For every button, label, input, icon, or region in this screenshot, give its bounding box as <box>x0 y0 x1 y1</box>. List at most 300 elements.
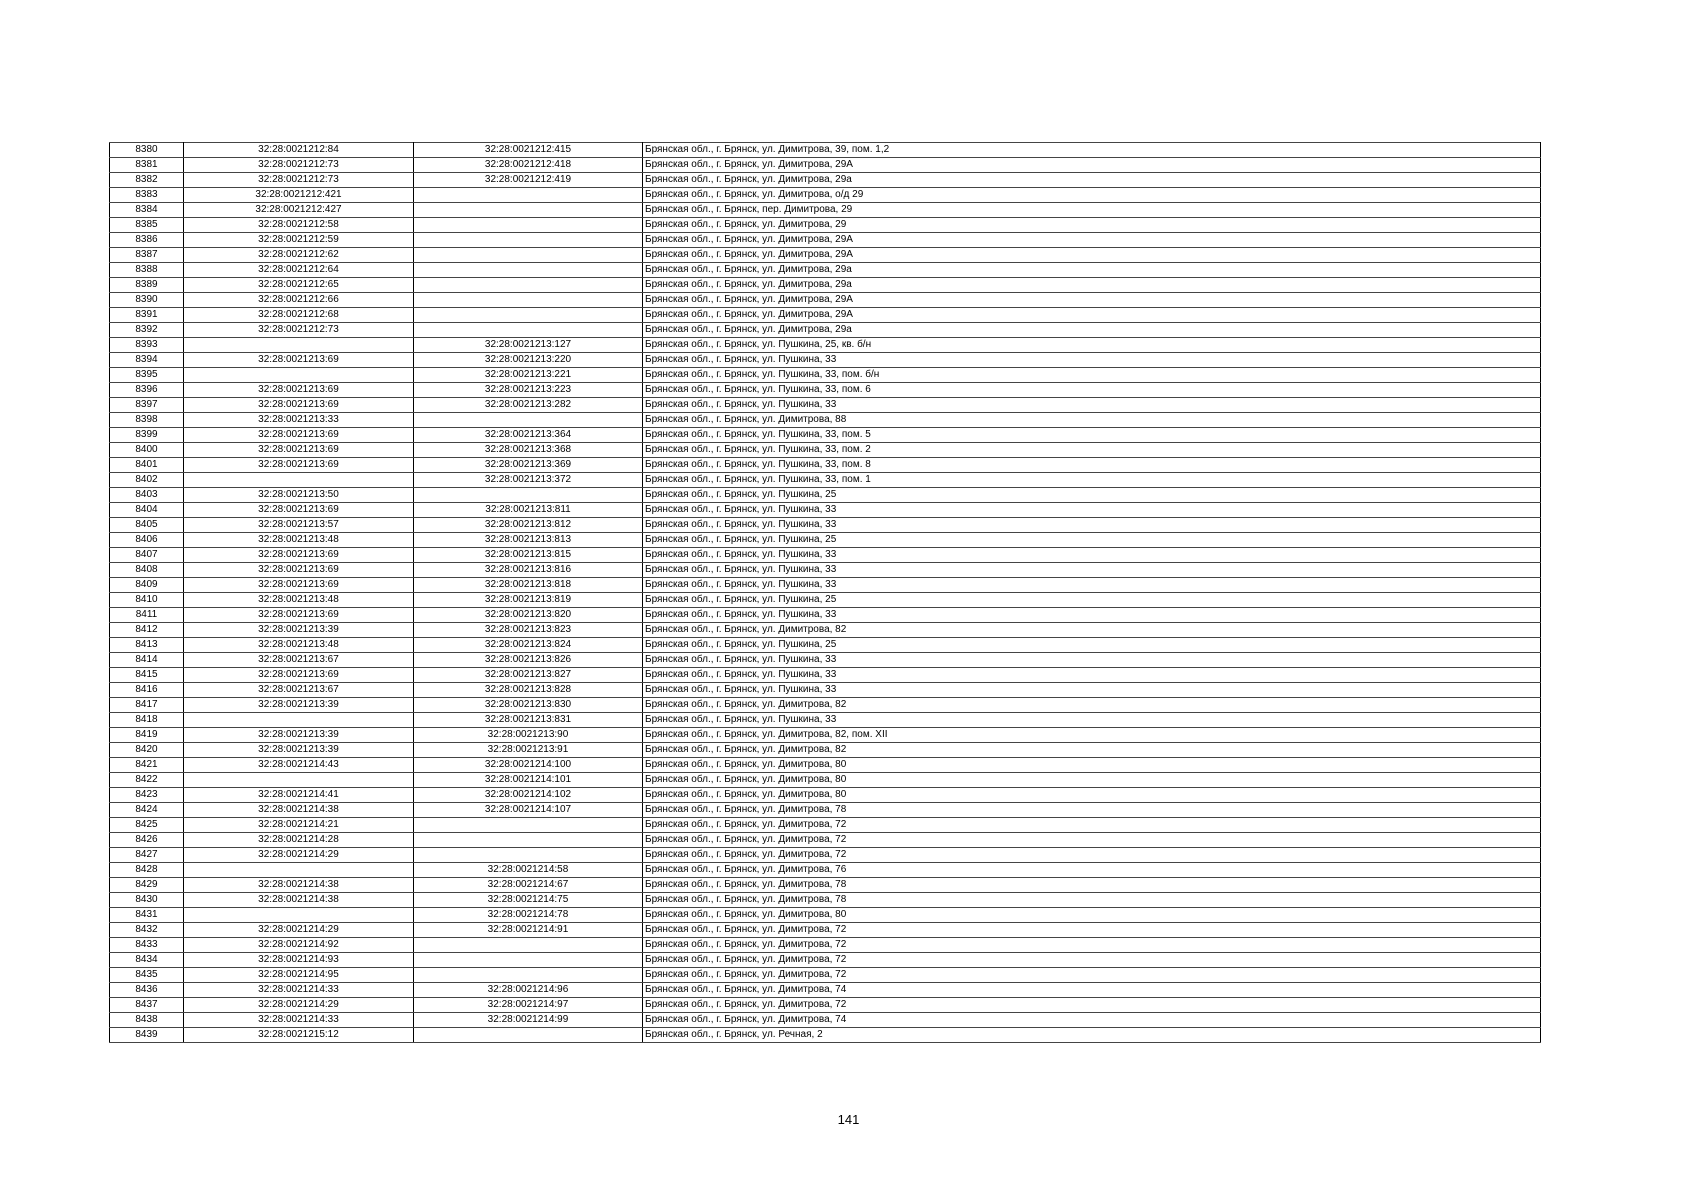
table-row <box>110 578 1541 593</box>
object-cadastral-cell: 32:28:0021213:811 <box>414 503 643 518</box>
row-number-cell: 8417 <box>110 698 184 713</box>
table-row <box>110 173 1541 188</box>
table-row <box>110 143 1541 158</box>
row-number-cell: 8396 <box>110 383 184 398</box>
row-number-cell: 8401 <box>110 458 184 473</box>
table-row <box>110 338 1541 353</box>
object-cadastral-cell: 32:28:0021213:816 <box>414 563 643 578</box>
row-number-cell: 8405 <box>110 518 184 533</box>
row-number-cell: 8438 <box>110 1013 184 1028</box>
object-cadastral-cell: 32:28:0021214:107 <box>414 803 643 818</box>
address-cell: Брянская обл., г. Брянск, ул. Димитрова, 72 <box>643 923 1541 938</box>
row-number-cell: 8424 <box>110 803 184 818</box>
object-cadastral-cell: 32:28:0021213:282 <box>414 398 643 413</box>
row-number-cell: 8391 <box>110 308 184 323</box>
table-row <box>110 278 1541 293</box>
row-number-cell: 8437 <box>110 998 184 1013</box>
table-row <box>110 983 1541 998</box>
address-cell: Брянская обл., г. Брянск, ул. Пушкина, 25, кв. б/н <box>643 338 1541 353</box>
object-cadastral-cell <box>414 818 643 833</box>
address-cell: Брянская обл., г. Брянск, ул. Пушкина, 33, пом. 5 <box>643 428 1541 443</box>
table-row <box>110 773 1541 788</box>
land-plot-cadastral-cell: 32:28:0021214:28 <box>184 833 414 848</box>
address-cell: Брянская обл., г. Брянск, ул. Димитрова, 29а <box>643 173 1541 188</box>
address-cell: Брянская обл., г. Брянск, ул. Пушкина, 33 <box>643 683 1541 698</box>
land-plot-cadastral-cell: 32:28:0021213:69 <box>184 578 414 593</box>
table-row <box>110 293 1541 308</box>
address-cell: Брянская обл., г. Брянск, ул. Пушкина, 33, пом. 6 <box>643 383 1541 398</box>
land-plot-cadastral-cell: 32:28:0021214:33 <box>184 983 414 998</box>
land-plot-cadastral-cell: 32:28:0021212:66 <box>184 293 414 308</box>
table-row <box>110 698 1541 713</box>
object-cadastral-cell: 32:28:0021213:826 <box>414 653 643 668</box>
table-row <box>110 968 1541 983</box>
table-row <box>110 788 1541 803</box>
row-number-cell: 8407 <box>110 548 184 563</box>
object-cadastral-cell <box>414 488 643 503</box>
address-cell: Брянская обл., г. Брянск, ул. Димитрова, 39, пом. 1,2 <box>643 143 1541 158</box>
land-plot-cadastral-cell: 32:28:0021212:73 <box>184 173 414 188</box>
land-plot-cadastral-cell: 32:28:0021213:69 <box>184 353 414 368</box>
address-cell: Брянская обл., г. Брянск, ул. Пушкина, 25 <box>643 638 1541 653</box>
land-plot-cadastral-cell: 32:28:0021212:421 <box>184 188 414 203</box>
object-cadastral-cell <box>414 263 643 278</box>
object-cadastral-cell <box>414 833 643 848</box>
table-row <box>110 998 1541 1013</box>
address-cell: Брянская обл., г. Брянск, ул. Пушкина, 25 <box>643 593 1541 608</box>
object-cadastral-cell: 32:28:0021214:102 <box>414 788 643 803</box>
table-row <box>110 353 1541 368</box>
object-cadastral-cell: 32:28:0021213:820 <box>414 608 643 623</box>
address-cell: Брянская обл., г. Брянск, ул. Пушкина, 33 <box>643 563 1541 578</box>
table-row <box>110 608 1541 623</box>
table-row <box>110 743 1541 758</box>
land-plot-cadastral-cell <box>184 773 414 788</box>
row-number-cell: 8402 <box>110 473 184 488</box>
land-plot-cadastral-cell: 32:28:0021213:33 <box>184 413 414 428</box>
land-plot-cadastral-cell <box>184 908 414 923</box>
object-cadastral-cell <box>414 848 643 863</box>
object-cadastral-cell: 32:28:0021213:830 <box>414 698 643 713</box>
address-cell: Брянская обл., г. Брянск, ул. Димитрова, 72 <box>643 833 1541 848</box>
object-cadastral-cell <box>414 233 643 248</box>
land-plot-cadastral-cell: 32:28:0021213:39 <box>184 698 414 713</box>
object-cadastral-cell: 32:28:0021213:127 <box>414 338 643 353</box>
table-row <box>110 803 1541 818</box>
object-cadastral-cell: 32:28:0021213:369 <box>414 458 643 473</box>
address-cell: Брянская обл., г. Брянск, ул. Пушкина, 25 <box>643 533 1541 548</box>
address-cell: Брянская обл., г. Брянск, ул. Димитрова, 29а <box>643 263 1541 278</box>
row-number-cell: 8427 <box>110 848 184 863</box>
land-plot-cadastral-cell: 32:28:0021213:69 <box>184 608 414 623</box>
row-number-cell: 8399 <box>110 428 184 443</box>
address-cell: Брянская обл., г. Брянск, пер. Димитрова, 29 <box>643 203 1541 218</box>
table-row <box>110 638 1541 653</box>
object-cadastral-cell: 32:28:0021212:419 <box>414 173 643 188</box>
land-plot-cadastral-cell: 32:28:0021212:62 <box>184 248 414 263</box>
address-cell: Брянская обл., г. Брянск, ул. Пушкина, 33, пом. 1 <box>643 473 1541 488</box>
address-cell: Брянская обл., г. Брянск, ул. Димитрова, 72 <box>643 968 1541 983</box>
address-cell: Брянская обл., г. Брянск, ул. Пушкина, 33, пом. б/н <box>643 368 1541 383</box>
table-row <box>110 653 1541 668</box>
row-number-cell: 8429 <box>110 878 184 893</box>
land-plot-cadastral-cell <box>184 473 414 488</box>
row-number-cell: 8433 <box>110 938 184 953</box>
land-plot-cadastral-cell: 32:28:0021213:69 <box>184 563 414 578</box>
land-plot-cadastral-cell: 32:28:0021214:38 <box>184 893 414 908</box>
table-row <box>110 488 1541 503</box>
land-plot-cadastral-cell: 32:28:0021212:64 <box>184 263 414 278</box>
row-number-cell: 8381 <box>110 158 184 173</box>
table-row <box>110 593 1541 608</box>
land-plot-cadastral-cell: 32:28:0021212:427 <box>184 203 414 218</box>
row-number-cell: 8422 <box>110 773 184 788</box>
table-row <box>110 548 1541 563</box>
address-cell: Брянская обл., г. Брянск, ул. Пушкина, 33 <box>643 503 1541 518</box>
object-cadastral-cell: 32:28:0021214:78 <box>414 908 643 923</box>
object-cadastral-cell <box>414 308 643 323</box>
object-cadastral-cell: 32:28:0021213:818 <box>414 578 643 593</box>
land-plot-cadastral-cell: 32:28:0021213:69 <box>184 383 414 398</box>
table-row <box>110 833 1541 848</box>
land-plot-cadastral-cell: 32:28:0021212:73 <box>184 323 414 338</box>
land-plot-cadastral-cell: 32:28:0021212:59 <box>184 233 414 248</box>
land-plot-cadastral-cell: 32:28:0021212:58 <box>184 218 414 233</box>
table-row <box>110 518 1541 533</box>
object-cadastral-cell: 32:28:0021212:415 <box>414 143 643 158</box>
row-number-cell: 8428 <box>110 863 184 878</box>
row-number-cell: 8436 <box>110 983 184 998</box>
object-cadastral-cell: 32:28:0021214:97 <box>414 998 643 1013</box>
object-cadastral-cell: 32:28:0021213:824 <box>414 638 643 653</box>
address-cell: Брянская обл., г. Брянск, ул. Димитрова, 78 <box>643 893 1541 908</box>
land-plot-cadastral-cell: 32:28:0021214:33 <box>184 1013 414 1028</box>
address-cell: Брянская обл., г. Брянск, ул. Димитрова, 29 <box>643 218 1541 233</box>
row-number-cell: 8435 <box>110 968 184 983</box>
row-number-cell: 8384 <box>110 203 184 218</box>
row-number-cell: 8409 <box>110 578 184 593</box>
address-cell: Брянская обл., г. Брянск, ул. Димитрова, 72 <box>643 953 1541 968</box>
row-number-cell: 8380 <box>110 143 184 158</box>
address-cell: Брянская обл., г. Брянск, ул. Димитрова, 29а <box>643 278 1541 293</box>
object-cadastral-cell: 32:28:0021213:823 <box>414 623 643 638</box>
row-number-cell: 8408 <box>110 563 184 578</box>
object-cadastral-cell: 32:28:0021214:101 <box>414 773 643 788</box>
object-cadastral-cell <box>414 323 643 338</box>
address-cell: Брянская обл., г. Брянск, ул. Пушкина, 33 <box>643 353 1541 368</box>
row-number-cell: 8431 <box>110 908 184 923</box>
address-cell: Брянская обл., г. Брянск, ул. Димитрова, 72 <box>643 998 1541 1013</box>
row-number-cell: 8392 <box>110 323 184 338</box>
row-number-cell: 8421 <box>110 758 184 773</box>
object-cadastral-cell: 32:28:0021213:827 <box>414 668 643 683</box>
row-number-cell: 8418 <box>110 713 184 728</box>
registry-table-body <box>110 143 1541 1043</box>
row-number-cell: 8426 <box>110 833 184 848</box>
address-cell: Брянская обл., г. Брянск, ул. Димитрова, 82, пом. XII <box>643 728 1541 743</box>
row-number-cell: 8388 <box>110 263 184 278</box>
address-cell: Брянская обл., г. Брянск, ул. Димитрова, 78 <box>643 878 1541 893</box>
land-plot-cadastral-cell: 32:28:0021214:29 <box>184 848 414 863</box>
land-plot-cadastral-cell: 32:28:0021215:12 <box>184 1028 414 1043</box>
object-cadastral-cell: 32:28:0021214:99 <box>414 1013 643 1028</box>
row-number-cell: 8398 <box>110 413 184 428</box>
object-cadastral-cell <box>414 968 643 983</box>
land-plot-cadastral-cell: 32:28:0021212:65 <box>184 278 414 293</box>
address-cell: Брянская обл., г. Брянск, ул. Пушкина, 33, пом. 2 <box>643 443 1541 458</box>
row-number-cell: 8403 <box>110 488 184 503</box>
row-number-cell: 8420 <box>110 743 184 758</box>
land-plot-cadastral-cell: 32:28:0021213:48 <box>184 593 414 608</box>
table-row <box>110 203 1541 218</box>
row-number-cell: 8385 <box>110 218 184 233</box>
row-number-cell: 8414 <box>110 653 184 668</box>
land-plot-cadastral-cell: 32:28:0021213:48 <box>184 638 414 653</box>
row-number-cell: 8432 <box>110 923 184 938</box>
address-cell: Брянская обл., г. Брянск, ул. Пушкина, 33 <box>643 713 1541 728</box>
land-plot-cadastral-cell <box>184 368 414 383</box>
table-row <box>110 503 1541 518</box>
table-row <box>110 308 1541 323</box>
table-row <box>110 758 1541 773</box>
land-plot-cadastral-cell: 32:28:0021213:57 <box>184 518 414 533</box>
row-number-cell: 8389 <box>110 278 184 293</box>
row-number-cell: 8390 <box>110 293 184 308</box>
object-cadastral-cell: 32:28:0021212:418 <box>414 158 643 173</box>
object-cadastral-cell: 32:28:0021213:364 <box>414 428 643 443</box>
address-cell: Брянская обл., г. Брянск, ул. Пушкина, 33 <box>643 548 1541 563</box>
table-row <box>110 563 1541 578</box>
address-cell: Брянская обл., г. Брянск, ул. Димитрова, 29А <box>643 248 1541 263</box>
address-cell: Брянская обл., г. Брянск, ул. Димитрова, 29А <box>643 233 1541 248</box>
table-row <box>110 863 1541 878</box>
row-number-cell: 8416 <box>110 683 184 698</box>
address-cell: Брянская обл., г. Брянск, ул. Димитрова, 29А <box>643 308 1541 323</box>
address-cell: Брянская обл., г. Брянск, ул. Димитрова, 29А <box>643 293 1541 308</box>
row-number-cell: 8394 <box>110 353 184 368</box>
object-cadastral-cell: 32:28:0021213:90 <box>414 728 643 743</box>
land-plot-cadastral-cell <box>184 338 414 353</box>
row-number-cell: 8430 <box>110 893 184 908</box>
address-cell: Брянская обл., г. Брянск, ул. Димитрова, 82 <box>643 743 1541 758</box>
address-cell: Брянская обл., г. Брянск, ул. Димитрова, о/д 29 <box>643 188 1541 203</box>
address-cell: Брянская обл., г. Брянск, ул. Речная, 2 <box>643 1028 1541 1043</box>
object-cadastral-cell <box>414 203 643 218</box>
table-row <box>110 533 1541 548</box>
table-row <box>110 1013 1541 1028</box>
land-plot-cadastral-cell: 32:28:0021214:92 <box>184 938 414 953</box>
table-row <box>110 848 1541 863</box>
land-plot-cadastral-cell: 32:28:0021214:38 <box>184 878 414 893</box>
row-number-cell: 8415 <box>110 668 184 683</box>
land-plot-cadastral-cell: 32:28:0021213:67 <box>184 653 414 668</box>
object-cadastral-cell: 32:28:0021213:372 <box>414 473 643 488</box>
table-row <box>110 428 1541 443</box>
page-number: 141 <box>837 1112 860 1127</box>
row-number-cell: 8412 <box>110 623 184 638</box>
object-cadastral-cell <box>414 413 643 428</box>
row-number-cell: 8400 <box>110 443 184 458</box>
land-plot-cadastral-cell: 32:28:0021214:38 <box>184 803 414 818</box>
address-cell: Брянская обл., г. Брянск, ул. Димитрова, 80 <box>643 908 1541 923</box>
land-plot-cadastral-cell: 32:28:0021213:69 <box>184 548 414 563</box>
land-plot-cadastral-cell: 32:28:0021213:69 <box>184 428 414 443</box>
object-cadastral-cell <box>414 248 643 263</box>
address-cell: Брянская обл., г. Брянск, ул. Пушкина, 33 <box>643 653 1541 668</box>
table-row <box>110 1028 1541 1043</box>
table-row <box>110 668 1541 683</box>
address-cell: Брянская обл., г. Брянск, ул. Пушкина, 33 <box>643 398 1541 413</box>
table-row <box>110 473 1541 488</box>
object-cadastral-cell: 32:28:0021214:75 <box>414 893 643 908</box>
land-plot-cadastral-cell: 32:28:0021212:84 <box>184 143 414 158</box>
table-row <box>110 623 1541 638</box>
object-cadastral-cell: 32:28:0021213:819 <box>414 593 643 608</box>
address-cell: Брянская обл., г. Брянск, ул. Пушкина, 33 <box>643 578 1541 593</box>
table-row <box>110 188 1541 203</box>
address-cell: Брянская обл., г. Брянск, ул. Димитрова, 80 <box>643 773 1541 788</box>
object-cadastral-cell <box>414 218 643 233</box>
table-row <box>110 728 1541 743</box>
address-cell: Брянская обл., г. Брянск, ул. Димитрова, 74 <box>643 983 1541 998</box>
table-row <box>110 818 1541 833</box>
land-plot-cadastral-cell: 32:28:0021212:73 <box>184 158 414 173</box>
land-plot-cadastral-cell: 32:28:0021213:69 <box>184 458 414 473</box>
land-plot-cadastral-cell: 32:28:0021214:95 <box>184 968 414 983</box>
address-cell: Брянская обл., г. Брянск, ул. Димитрова, 76 <box>643 863 1541 878</box>
land-plot-cadastral-cell: 32:28:0021212:68 <box>184 308 414 323</box>
land-plot-cadastral-cell: 32:28:0021213:39 <box>184 623 414 638</box>
table-row <box>110 893 1541 908</box>
object-cadastral-cell <box>414 953 643 968</box>
land-plot-cadastral-cell: 32:28:0021214:43 <box>184 758 414 773</box>
row-number-cell: 8387 <box>110 248 184 263</box>
object-cadastral-cell: 32:28:0021213:220 <box>414 353 643 368</box>
object-cadastral-cell: 32:28:0021213:91 <box>414 743 643 758</box>
object-cadastral-cell: 32:28:0021213:221 <box>414 368 643 383</box>
land-plot-cadastral-cell <box>184 863 414 878</box>
table-row <box>110 398 1541 413</box>
row-number-cell: 8395 <box>110 368 184 383</box>
object-cadastral-cell <box>414 278 643 293</box>
land-plot-cadastral-cell: 32:28:0021213:48 <box>184 533 414 548</box>
address-cell: Брянская обл., г. Брянск, ул. Пушкина, 33 <box>643 608 1541 623</box>
table-row <box>110 908 1541 923</box>
table-row <box>110 458 1541 473</box>
row-number-cell: 8383 <box>110 188 184 203</box>
address-cell: Брянская обл., г. Брянск, ул. Димитрова, 72 <box>643 818 1541 833</box>
table-row <box>110 383 1541 398</box>
land-plot-cadastral-cell: 32:28:0021214:29 <box>184 923 414 938</box>
table-row <box>110 443 1541 458</box>
land-plot-cadastral-cell: 32:28:0021213:69 <box>184 503 414 518</box>
land-plot-cadastral-cell: 32:28:0021213:39 <box>184 728 414 743</box>
land-plot-cadastral-cell: 32:28:0021213:69 <box>184 668 414 683</box>
row-number-cell: 8382 <box>110 173 184 188</box>
table-row <box>110 368 1541 383</box>
object-cadastral-cell: 32:28:0021213:223 <box>414 383 643 398</box>
object-cadastral-cell: 32:28:0021214:58 <box>414 863 643 878</box>
row-number-cell: 8411 <box>110 608 184 623</box>
row-number-cell: 8404 <box>110 503 184 518</box>
address-cell: Брянская обл., г. Брянск, ул. Пушкина, 33 <box>643 518 1541 533</box>
address-cell: Брянская обл., г. Брянск, ул. Димитрова, 80 <box>643 758 1541 773</box>
object-cadastral-cell: 32:28:0021213:813 <box>414 533 643 548</box>
row-number-cell: 8413 <box>110 638 184 653</box>
object-cadastral-cell: 32:28:0021213:828 <box>414 683 643 698</box>
land-plot-cadastral-cell: 32:28:0021213:69 <box>184 398 414 413</box>
land-plot-cadastral-cell: 32:28:0021214:93 <box>184 953 414 968</box>
table-row <box>110 233 1541 248</box>
row-number-cell: 8434 <box>110 953 184 968</box>
address-cell: Брянская обл., г. Брянск, ул. Пушкина, 33, пом. 8 <box>643 458 1541 473</box>
row-number-cell: 8397 <box>110 398 184 413</box>
object-cadastral-cell: 32:28:0021213:815 <box>414 548 643 563</box>
land-plot-cadastral-cell: 32:28:0021213:39 <box>184 743 414 758</box>
address-cell: Брянская обл., г. Брянск, ул. Димитрова, 80 <box>643 788 1541 803</box>
table-row <box>110 218 1541 233</box>
table-row <box>110 713 1541 728</box>
land-plot-cadastral-cell: 32:28:0021213:67 <box>184 683 414 698</box>
table-row <box>110 923 1541 938</box>
address-cell: Брянская обл., г. Брянск, ул. Димитрова, 72 <box>643 848 1541 863</box>
row-number-cell: 8386 <box>110 233 184 248</box>
address-cell: Брянская обл., г. Брянск, ул. Димитрова, 29А <box>643 158 1541 173</box>
address-cell: Брянская обл., г. Брянск, ул. Димитрова, 82 <box>643 698 1541 713</box>
address-cell: Брянская обл., г. Брянск, ул. Димитрова, 82 <box>643 623 1541 638</box>
table-row <box>110 953 1541 968</box>
table-row <box>110 938 1541 953</box>
object-cadastral-cell: 32:28:0021214:67 <box>414 878 643 893</box>
land-plot-cadastral-cell: 32:28:0021214:41 <box>184 788 414 803</box>
object-cadastral-cell: 32:28:0021214:96 <box>414 983 643 998</box>
object-cadastral-cell: 32:28:0021214:100 <box>414 758 643 773</box>
table-row <box>110 323 1541 338</box>
address-cell: Брянская обл., г. Брянск, ул. Пушкина, 33 <box>643 668 1541 683</box>
row-number-cell: 8406 <box>110 533 184 548</box>
object-cadastral-cell: 32:28:0021213:368 <box>414 443 643 458</box>
object-cadastral-cell: 32:28:0021214:91 <box>414 923 643 938</box>
address-cell: Брянская обл., г. Брянск, ул. Димитрова, 88 <box>643 413 1541 428</box>
table-row <box>110 248 1541 263</box>
registry-table <box>109 142 1541 1043</box>
address-cell: Брянская обл., г. Брянск, ул. Димитрова, 29а <box>643 323 1541 338</box>
address-cell: Брянская обл., г. Брянск, ул. Димитрова, 78 <box>643 803 1541 818</box>
row-number-cell: 8423 <box>110 788 184 803</box>
object-cadastral-cell: 32:28:0021213:812 <box>414 518 643 533</box>
address-cell: Брянская обл., г. Брянск, ул. Димитрова, 74 <box>643 1013 1541 1028</box>
table-row <box>110 683 1541 698</box>
object-cadastral-cell <box>414 188 643 203</box>
address-cell: Брянская обл., г. Брянск, ул. Пушкина, 25 <box>643 488 1541 503</box>
table-row <box>110 263 1541 278</box>
row-number-cell: 8419 <box>110 728 184 743</box>
object-cadastral-cell <box>414 293 643 308</box>
table-row <box>110 158 1541 173</box>
object-cadastral-cell: 32:28:0021213:831 <box>414 713 643 728</box>
land-plot-cadastral-cell <box>184 713 414 728</box>
address-cell: Брянская обл., г. Брянск, ул. Димитрова, 72 <box>643 938 1541 953</box>
row-number-cell: 8393 <box>110 338 184 353</box>
land-plot-cadastral-cell: 32:28:0021213:69 <box>184 443 414 458</box>
table-row <box>110 878 1541 893</box>
land-plot-cadastral-cell: 32:28:0021214:21 <box>184 818 414 833</box>
row-number-cell: 8439 <box>110 1028 184 1043</box>
row-number-cell: 8410 <box>110 593 184 608</box>
row-number-cell: 8425 <box>110 818 184 833</box>
land-plot-cadastral-cell: 32:28:0021214:29 <box>184 998 414 1013</box>
object-cadastral-cell <box>414 938 643 953</box>
